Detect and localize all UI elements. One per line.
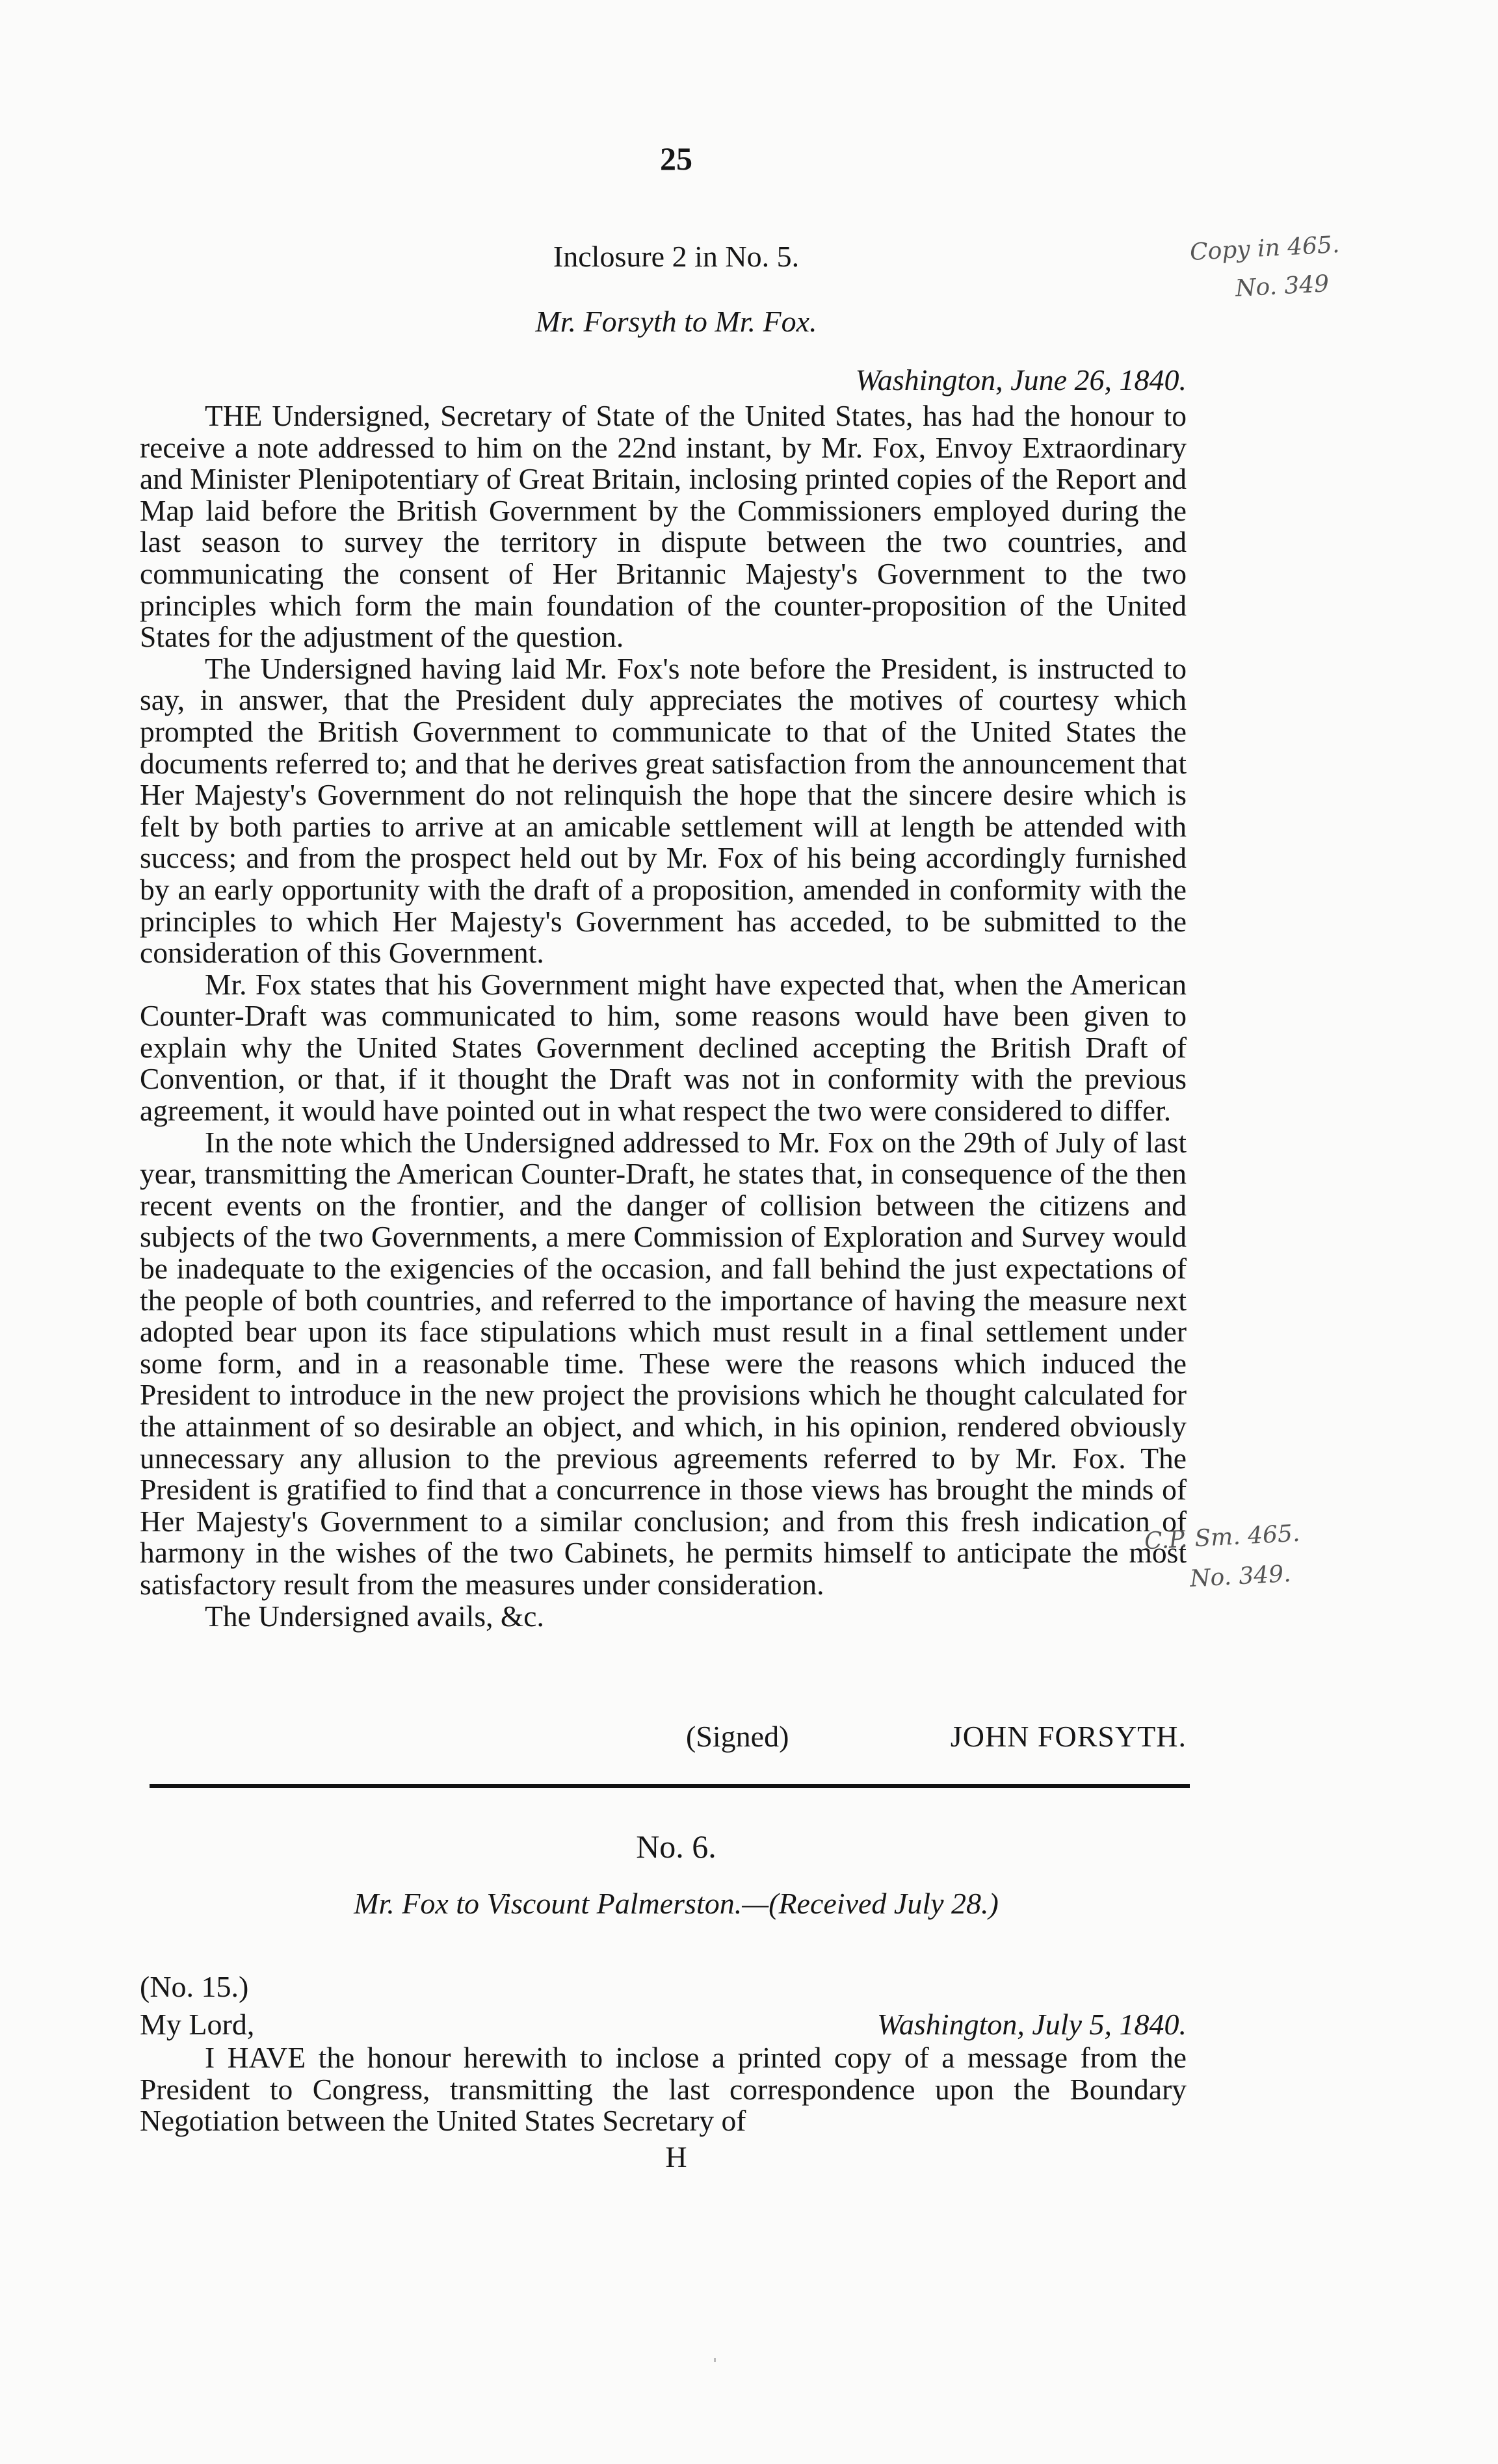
signer-name: JOHN FORSYTH. — [950, 1720, 1187, 1753]
paragraph: THE Undersigned, Secretary of State of the United States, has had the honour to receive a note addressed to him on the 22nd instant, by Mr. Fox, Envoy Extraordinary and Minister Plenipotentiary of Great Britain, inclosing printed copies of the Report and Map laid before the British Government by the Commissioners employed during the last season to survey the territory in dispute between the two countries, and communicating the consent of Her Britannic Majesty's Government to the two principles which form the main foundation of the counter-proposition of the United States for the adjustment of the question. — [140, 399, 1187, 654]
document-number: No. 6. — [636, 1828, 716, 1865]
dateline-date: July 5, 1840. — [1032, 2008, 1187, 2041]
paper-speck — [714, 2358, 716, 2362]
letter-body — [140, 400, 1187, 1632]
dateline — [140, 363, 1187, 397]
paragraph: The Undersigned avails, &c. — [205, 1599, 544, 1633]
paragraph: The Undersigned having laid Mr. Fox's note before the President, is instructed to say, in answer, that the President duly appreciates the motives of courtesy which prompted the British Government to communicate to that of the United States the documents referred to; and that he derives great satisfaction from the announcement that Her Majesty's Government do not relinquish the hope that the sincere desire which is felt by both parties to arrive at an amicable settlement will at length be attended with success; and from the prospect held out by Mr. Fox of his being accordingly furnished by an early opportunity with the draft of a proposition, amended in conformity with the principles to which Her Majesty's Government has acceded, to be submitted to the consideration of this Government. — [140, 651, 1187, 970]
paragraph: In the note which the Undersigned addressed to Mr. Fox on the 29th of July of last year, transmitting the American Counter-Draft, he states that, in consequence of the then recent events on the frontier, and the danger of collision between the citizens and subjects of the two Governments, a mere Commission of Exploration and Survey would be inadequate to the exigencies of the occasion, and fall behind the just expectations of the people of both countries, and referred to the importance of having the measure next adopted bear upon its face stipulations which must result in a final settlement under some form, and in a reasonable time. These were the reasons which induced the President to introduce in the new project the provisions which he thought calculated for the attainment of so desirable an object, and which, in his opinion, rendered obviously unnecessary any allusion to the previous agreements referred to by Mr. Fox. The President is gratified to find that a concurrence in those views has brought the minds of Her Majesty's Government to a similar conclusion; and from this fresh indication of harmony in the wishes of the two Cabinets, he permits himself to anticipate the most satisfactory result from the measures under consideration. — [140, 1125, 1187, 1601]
dateline-place: Washington, — [876, 2008, 1025, 2041]
page-number: 25 — [660, 140, 692, 177]
paragraph: I HAVE the honour herewith to inclose a printed copy of a message from the President to Congress, transmitting the last correspondence upon the Boundary Negotiation between the United States Secretary of — [140, 2041, 1187, 2138]
paragraph: Mr. Fox states that his Government might have expected that, when the American Counter-Draft was communicated to him, some reasons would have been given to explain why the United States Government declined accepting the British Draft of Convention, or that, if it thought the Draft was not in conformity with the previous agreement, it would have pointed out in what respect the two were considered to differ. — [140, 967, 1187, 1128]
handwritten-annotation: C.P. Sm. 465. — [1144, 1520, 1301, 1555]
sheet-signature-mark: H — [665, 2140, 687, 2173]
dateline — [877, 2007, 1187, 2042]
letter-body — [140, 2042, 1187, 2137]
handwritten-annotation: No. 349. — [1189, 1560, 1292, 1593]
salutation: My Lord, — [140, 2008, 255, 2041]
handwritten-annotation: Copy in 465. — [1189, 231, 1341, 266]
handwritten-annotation: No. 349 — [1235, 270, 1330, 302]
dateline-place: Washington, — [855, 363, 1003, 396]
letter-heading: Mr. Forsyth to Mr. Fox. — [535, 305, 817, 338]
dateline-date: June 26, 1840. — [1010, 363, 1187, 396]
letter-heading: Mr. Fox to Viscount Palmerston.—(Received July 28.) — [354, 1887, 999, 1920]
section-divider — [150, 1784, 1190, 1788]
inclosure-heading: Inclosure 2 in No. 5. — [553, 240, 800, 273]
letter-number: (No. 15.) — [140, 1970, 249, 2003]
signed-label: (Signed) — [686, 1720, 789, 1753]
